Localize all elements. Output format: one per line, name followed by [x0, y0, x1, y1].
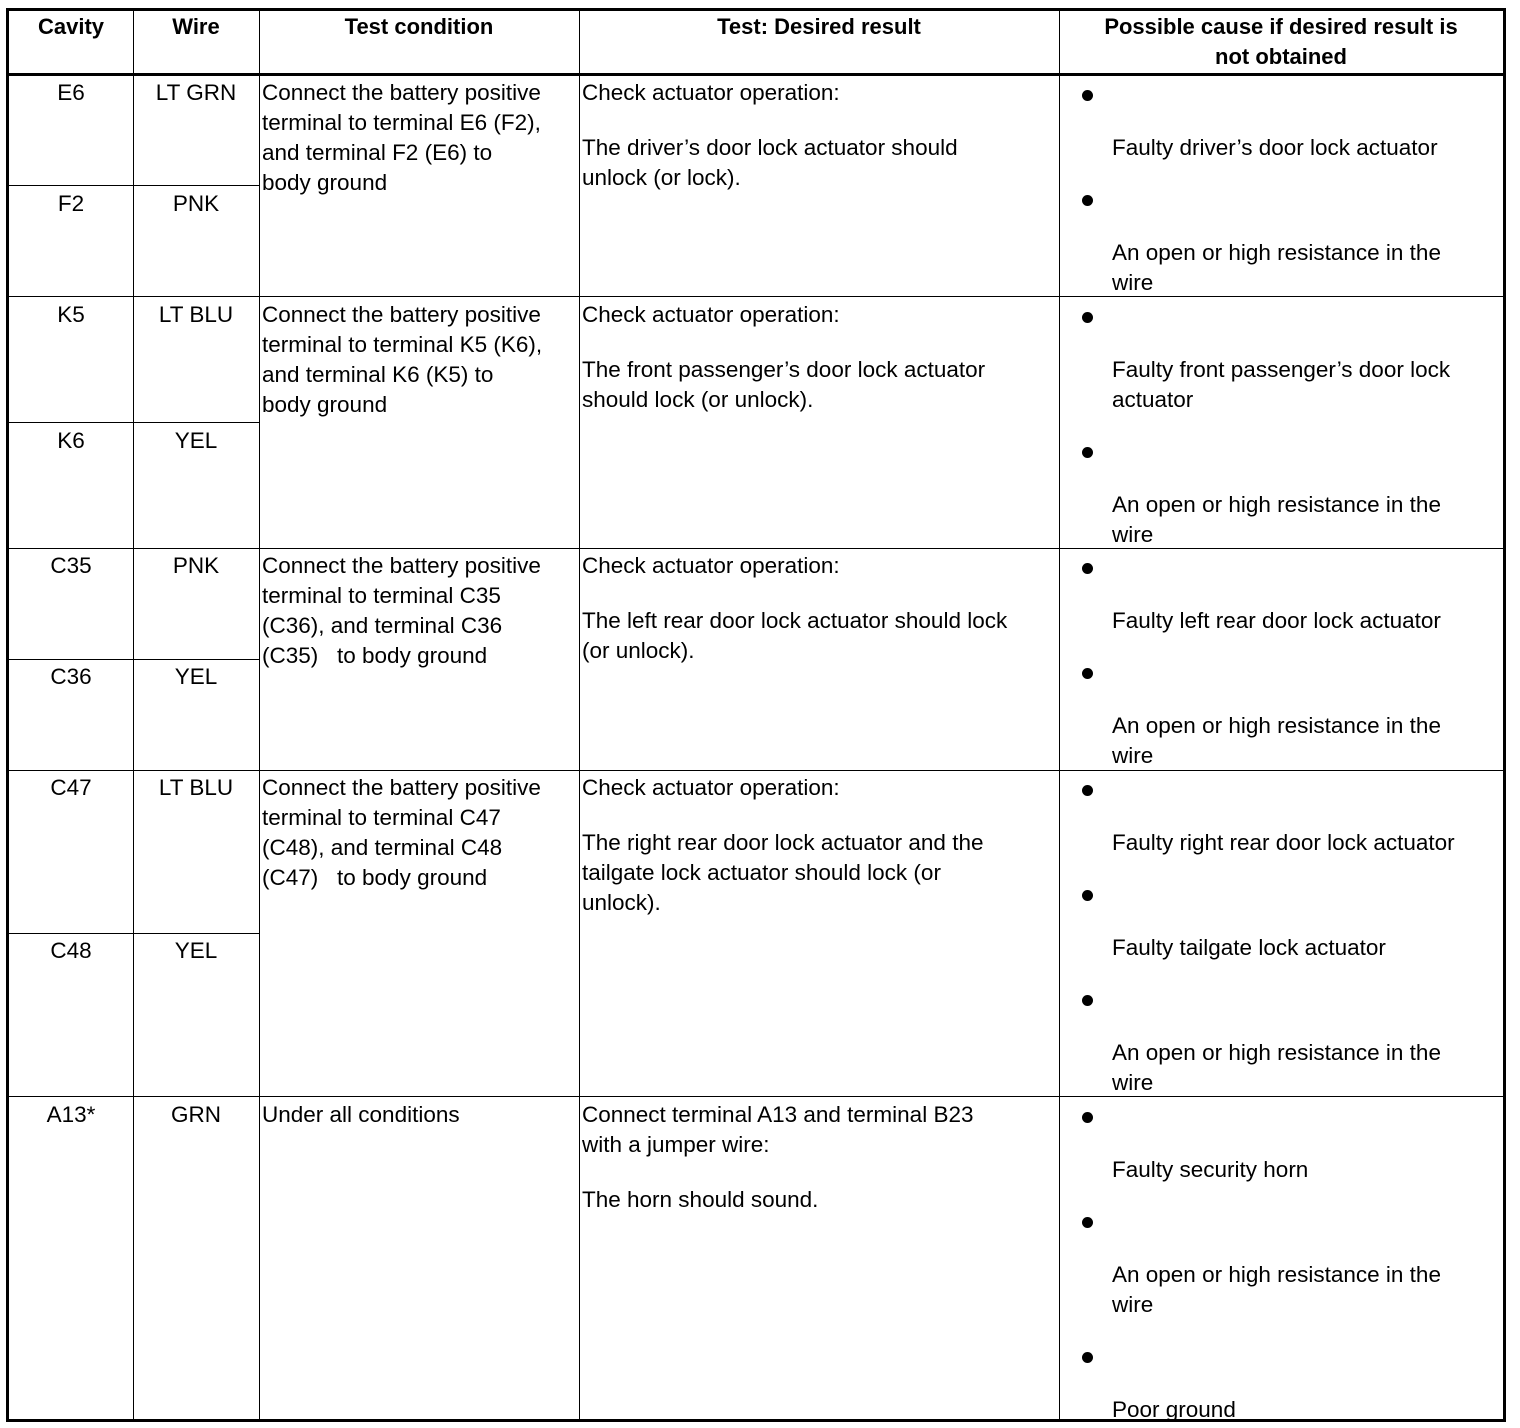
cause-text: Poor ground — [1112, 1397, 1236, 1422]
column-divider — [259, 11, 260, 1419]
wire-cell: YEL — [174, 938, 218, 963]
bullet-icon — [1082, 1217, 1093, 1228]
condition-line: body ground — [262, 170, 388, 195]
cavity-cell: K5 — [57, 302, 85, 327]
bullet-icon — [1082, 195, 1093, 206]
bullet-icon — [1082, 312, 1093, 323]
wire-cell: GRN — [171, 1102, 221, 1127]
subrow-divider — [9, 659, 260, 660]
result-heading: Check actuator operation: — [582, 80, 840, 105]
diagnostic-table — [6, 8, 1506, 1422]
header-possible-cause-line: not obtained — [1215, 44, 1347, 69]
bullet-icon — [1082, 1352, 1093, 1363]
condition-line: terminal to terminal K5 (K6), — [262, 332, 543, 357]
cavity-cell: K6 — [57, 428, 85, 453]
cavity-cell: A13* — [46, 1102, 96, 1127]
result-line: should lock (or unlock). — [582, 387, 814, 412]
desired-result-cell — [582, 551, 1007, 666]
cause-text: Faulty driver’s door lock actuator — [1112, 135, 1438, 160]
condition-line: Connect the battery positive — [262, 775, 541, 800]
result-line: unlock). — [582, 890, 661, 915]
cause-text — [1112, 238, 1441, 298]
bullet-icon — [1082, 90, 1093, 101]
wire-cell: YEL — [174, 428, 218, 453]
condition-line: terminal to terminal E6 (F2), — [262, 110, 541, 135]
test-condition-cell — [262, 773, 541, 893]
condition-line: and terminal F2 (E6) to — [262, 140, 493, 165]
cause-text: Faulty right rear door lock actuator — [1112, 830, 1455, 855]
cause-line: An open or high resistance in the — [1112, 492, 1441, 517]
subrow-divider — [9, 185, 260, 186]
desired-result-cell — [582, 1100, 973, 1215]
condition-line: (C48), and terminal C48 — [262, 835, 503, 860]
cause-line: wire — [1112, 522, 1154, 547]
cause-line: wire — [1112, 1292, 1154, 1317]
cause-line: An open or high resistance in the — [1112, 713, 1441, 738]
cause-text — [1112, 355, 1450, 415]
condition-line: body ground — [262, 392, 388, 417]
cause-text: Faulty left rear door lock actuator — [1112, 608, 1441, 633]
header-wire: Wire — [172, 14, 220, 39]
header-cavity: Cavity — [37, 14, 105, 39]
desired-result-cell — [582, 300, 985, 415]
test-condition-cell — [262, 551, 541, 671]
bullet-icon — [1082, 1112, 1093, 1123]
cause-line: wire — [1112, 743, 1154, 768]
wire-cell: LT BLU — [158, 302, 234, 327]
bullet-icon — [1082, 890, 1093, 901]
cause-text — [1112, 1038, 1441, 1098]
result-line: (or unlock). — [582, 638, 695, 663]
cavity-cell: C47 — [50, 775, 92, 800]
cause-line: wire — [1112, 270, 1154, 295]
desired-result-cell — [582, 78, 958, 193]
column-divider — [1059, 11, 1060, 1419]
result-heading: with a jumper wire: — [582, 1132, 770, 1157]
test-condition-cell — [262, 300, 542, 420]
condition-line: Connect the battery positive — [262, 302, 541, 327]
result-line: The right rear door lock actuator and the — [582, 830, 984, 855]
cause-line: An open or high resistance in the — [1112, 240, 1441, 265]
condition-line: terminal to terminal C35 — [262, 583, 501, 608]
subrow-divider — [9, 422, 260, 423]
result-line: The front passenger’s door lock actuator — [582, 357, 986, 382]
cause-line: An open or high resistance in the — [1112, 1262, 1441, 1287]
header-possible-cause-line: Possible cause if desired result is — [1104, 14, 1458, 39]
test-condition-cell — [262, 78, 541, 198]
column-divider — [579, 11, 580, 1419]
bullet-icon — [1082, 785, 1093, 796]
cavity-cell: C35 — [50, 553, 92, 578]
result-heading: Connect terminal A13 and terminal B23 — [582, 1102, 974, 1127]
result-heading: Check actuator operation: — [582, 553, 840, 578]
wire-cell: LT BLU — [158, 775, 234, 800]
column-divider — [133, 11, 134, 1419]
result-heading: Check actuator operation: — [582, 302, 840, 327]
cause-text: Faulty tailgate lock actuator — [1112, 935, 1386, 960]
wire-cell: YEL — [174, 664, 218, 689]
condition-line: Connect the battery positive — [262, 553, 541, 578]
result-line: tailgate lock actuator should lock (or — [582, 860, 941, 885]
bullet-icon — [1082, 447, 1093, 458]
cause-text — [1112, 711, 1441, 771]
condition-line: and terminal K6 (K5) to — [262, 362, 494, 387]
wire-cell: PNK — [172, 553, 220, 578]
condition-line: (C36), and terminal C36 — [262, 613, 503, 638]
cause-line: actuator — [1112, 387, 1194, 412]
wire-cell: LT GRN — [155, 80, 237, 105]
test-condition-cell — [262, 1100, 460, 1130]
header-desired-result: Test: Desired result — [717, 14, 921, 39]
wire-cell: PNK — [172, 191, 220, 216]
bullet-icon — [1082, 668, 1093, 679]
cause-text — [1112, 1260, 1441, 1320]
cavity-cell: C36 — [50, 664, 92, 689]
condition-line: Connect the battery positive — [262, 80, 541, 105]
cause-line: Faulty front passenger’s door lock — [1112, 357, 1451, 382]
condition-line: (C35) to body ground — [262, 643, 488, 668]
result-line: unlock (or lock). — [582, 165, 741, 190]
condition-line: Under all conditions — [262, 1102, 460, 1127]
header-possible-cause — [1059, 11, 1503, 74]
cavity-cell: C48 — [50, 938, 92, 963]
bullet-icon — [1082, 995, 1093, 1006]
condition-line: terminal to terminal C47 — [262, 805, 501, 830]
condition-line: (C47) to body ground — [262, 865, 488, 890]
header-test-condition: Test condition — [344, 14, 494, 39]
bullet-icon — [1082, 563, 1093, 574]
result-line: The driver’s door lock actuator should — [582, 135, 958, 160]
cavity-cell: F2 — [57, 191, 85, 216]
cause-line: An open or high resistance in the — [1112, 1040, 1441, 1065]
result-line: The left rear door lock actuator should lock — [582, 608, 1008, 633]
result-heading: Check actuator operation: — [582, 775, 840, 800]
desired-result-cell — [582, 773, 983, 918]
cause-text: Faulty security horn — [1112, 1157, 1309, 1182]
cavity-cell: E6 — [57, 80, 85, 105]
result-line: The horn should sound. — [582, 1187, 819, 1212]
cause-line: wire — [1112, 1070, 1154, 1095]
subrow-divider — [9, 933, 260, 934]
cause-text — [1112, 490, 1441, 550]
